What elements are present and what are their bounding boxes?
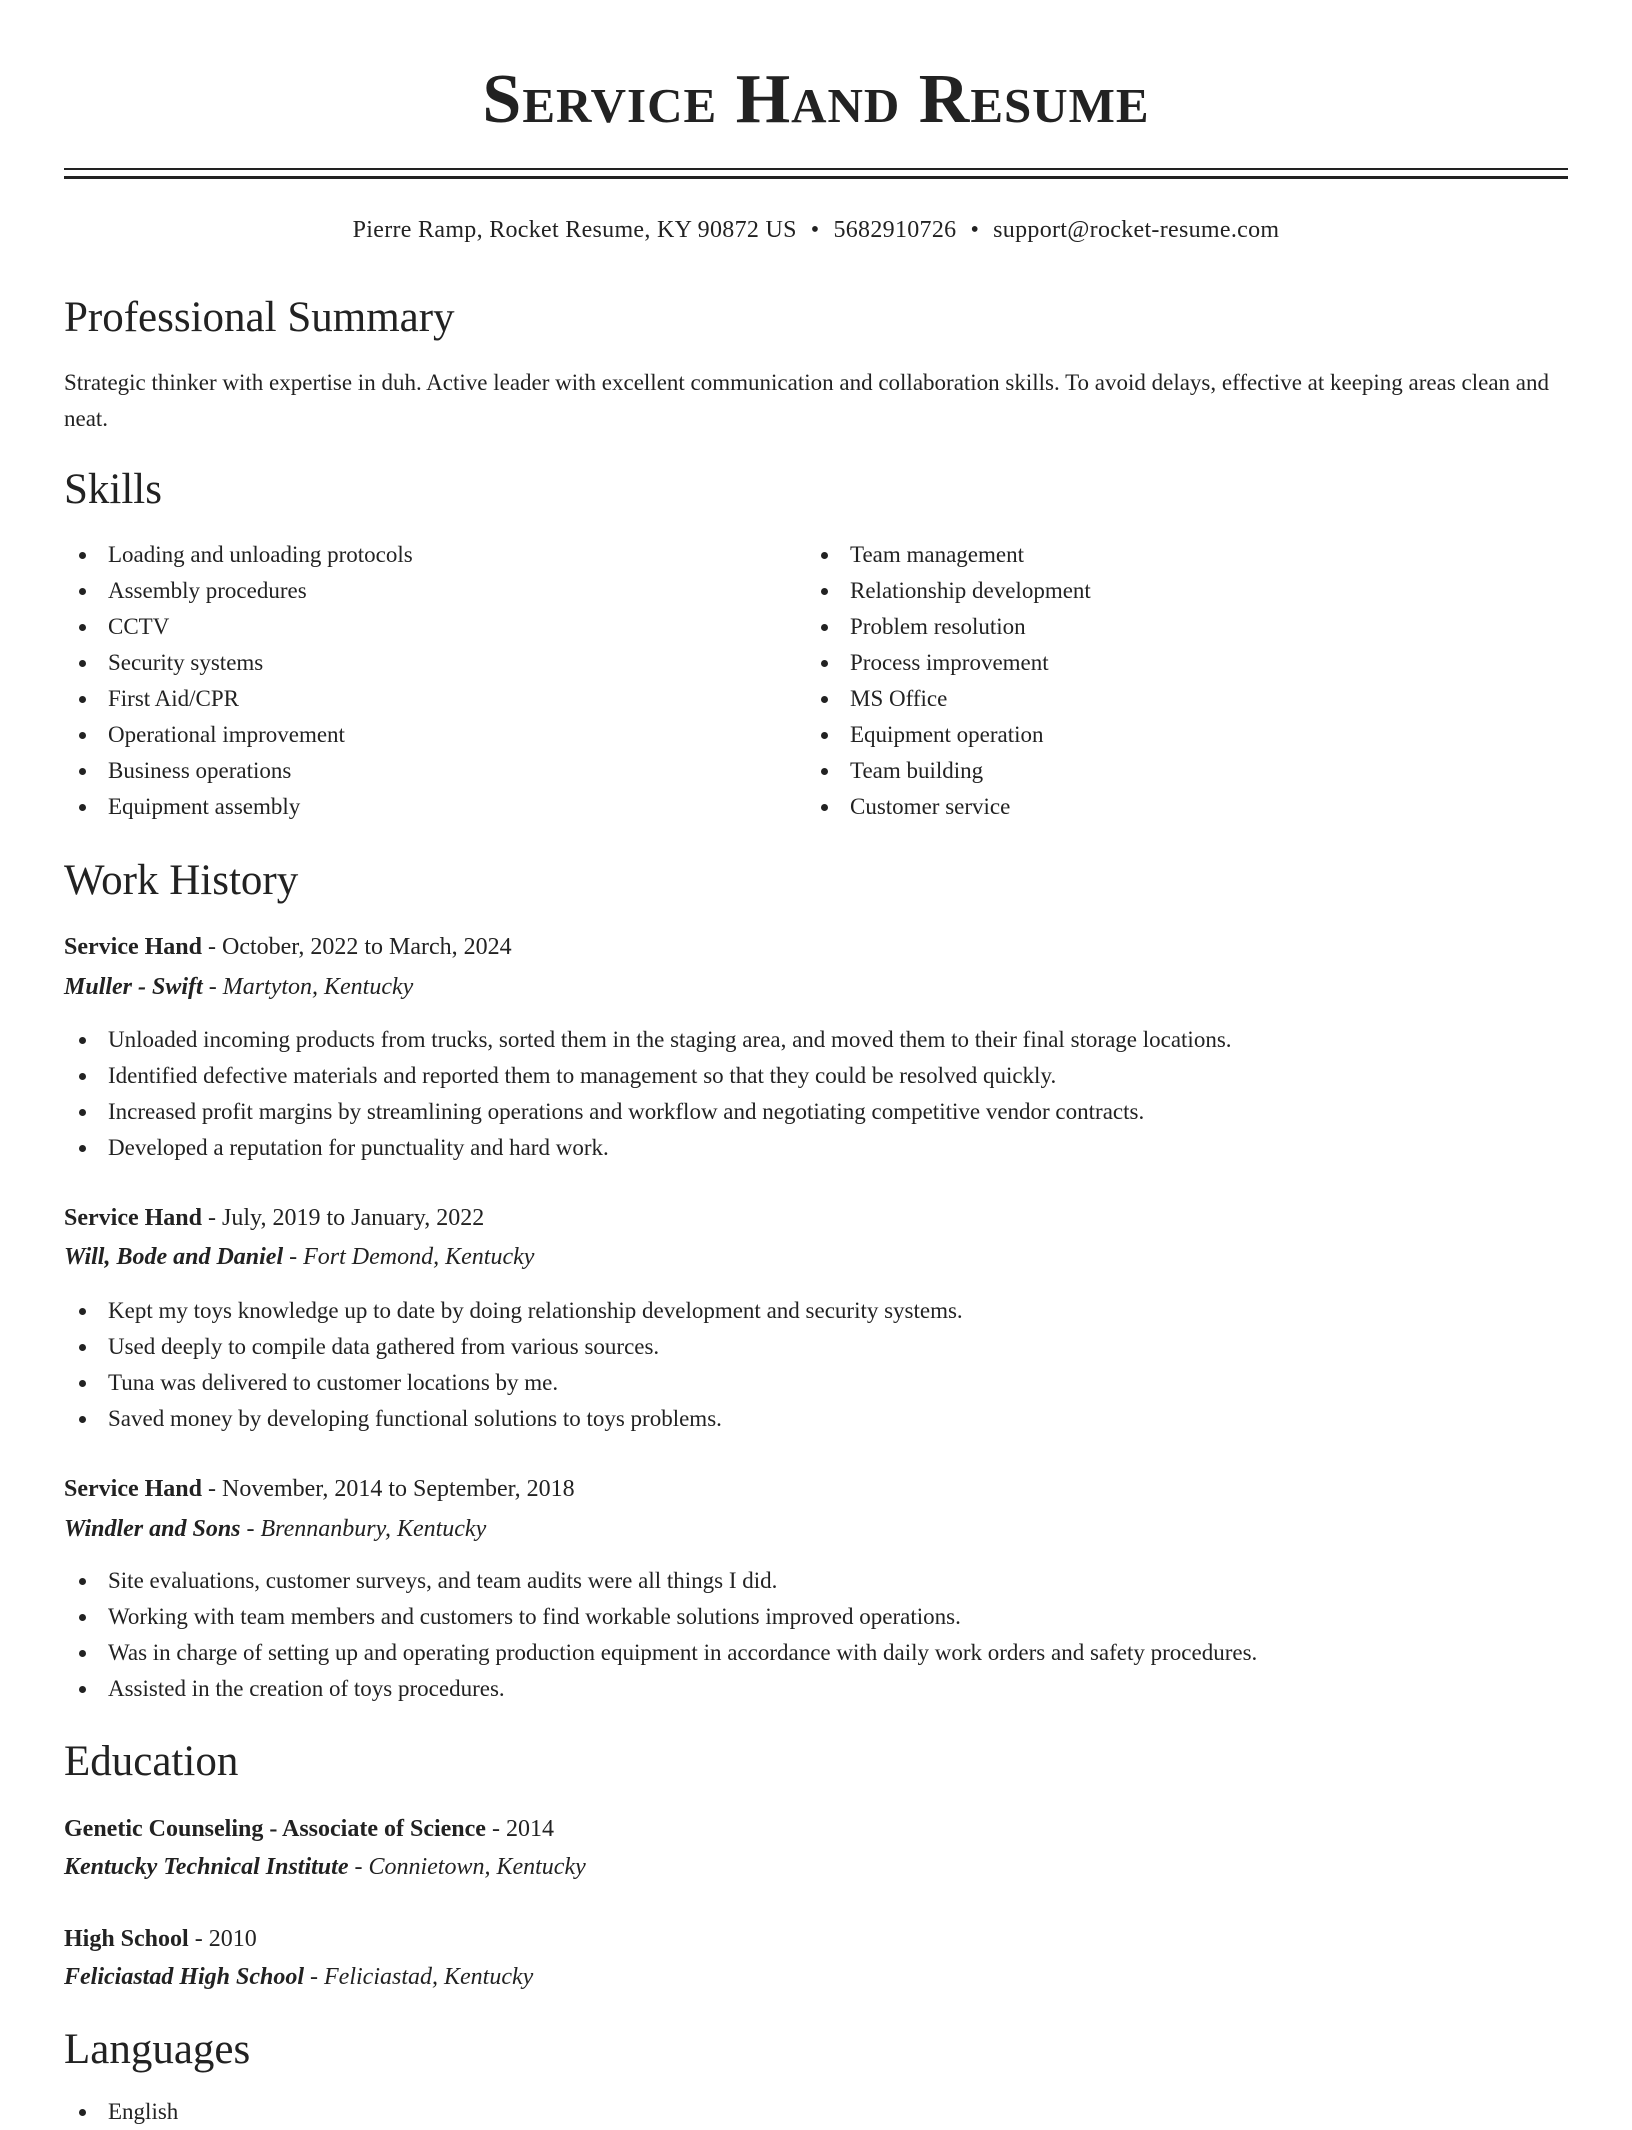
job-company: Will, Bode and Daniel [64, 1244, 284, 1270]
summary-text: Strategic thinker with expertise in duh. Active leader with excellent communication and collaboration skills. To avoid delays, effective at keeping areas clean and neat. [64, 370, 1550, 431]
job-title-line [64, 1200, 484, 1236]
job-bullet: Site evaluations, customer surveys, and team audits were all things I did. [64, 1563, 1257, 1599]
job-location: - Brennanbury, Kentucky [240, 1516, 487, 1542]
job-dates: - November, 2014 to September, 2018 [202, 1476, 575, 1502]
job-title-line [64, 929, 512, 965]
education-location: - Connietown, Kentucky [348, 1854, 586, 1880]
job-employer-line [64, 1239, 534, 1275]
job-bullet: Tuna was delivered to customer locations by me. [64, 1365, 963, 1401]
languages-heading: Languages [64, 2026, 251, 2073]
job-title: Service Hand [64, 1476, 202, 1502]
job-employer-line [64, 1511, 486, 1547]
job-title-line [64, 1471, 575, 1507]
work-history-heading: Work History [64, 857, 299, 904]
education-degree: Genetic Counseling - Associate of Science [64, 1816, 486, 1842]
skill-item: Business operations [64, 753, 413, 789]
job-bullet: Identified defective materials and reported them to management so that they could be resolved quickly. [64, 1058, 1232, 1094]
job-bullet: Developed a reputation for punctuality and hard work. [64, 1130, 1232, 1166]
job-bullet: Working with team members and customers to find workable solutions improved operations. [64, 1599, 1257, 1635]
job-title: Service Hand [64, 934, 202, 960]
skill-item: Equipment assembly [64, 789, 413, 825]
skill-item: First Aid/CPR [64, 681, 413, 717]
contact-line [0, 212, 1632, 248]
job-location: - Fort Demond, Kentucky [283, 1244, 535, 1270]
skill-item: Security systems [64, 645, 413, 681]
job-bullets [64, 1022, 1232, 1166]
job-bullet: Increased profit margins by streamlining operations and workflow and negotiating competitive vendor contracts. [64, 1094, 1232, 1130]
skill-item: Operational improvement [64, 717, 413, 753]
language-item: English [64, 2094, 178, 2130]
job-company: Windler and Sons [64, 1516, 241, 1542]
job-bullet: Used deeply to compile data gathered from various sources. [64, 1329, 963, 1365]
resume-title: Service Hand Resume [482, 61, 1150, 138]
contact-phone: 5682910726 [833, 217, 957, 243]
skill-item: Problem resolution [806, 609, 1091, 645]
education-degree-line [64, 1921, 257, 1957]
skill-item: MS Office [806, 681, 1091, 717]
job-bullet: Was in charge of setting up and operating production equipment in accordance with daily work orders and safety procedures. [64, 1635, 1257, 1671]
languages-list [64, 2094, 178, 2130]
job-bullets [64, 1563, 1257, 1707]
title-rule-top [64, 168, 1568, 170]
job-company: Muller - Swift [64, 974, 203, 1000]
skill-item: Team building [806, 753, 1091, 789]
education-degree-line [64, 1811, 554, 1847]
education-school-line [64, 1959, 533, 1995]
job-bullet: Unloaded incoming products from trucks, sorted them in the staging area, and moved them to their final storage locations. [64, 1022, 1232, 1058]
job-bullet: Assisted in the creation of toys procedures. [64, 1671, 1257, 1707]
skill-item: Process improvement [806, 645, 1091, 681]
skill-item: Customer service [806, 789, 1091, 825]
contact-email[interactable]: support@rocket-resume.com [993, 217, 1280, 243]
summary-heading: Professional Summary [64, 294, 455, 341]
job-location: - Martyton, Kentucky [202, 974, 414, 1000]
skill-item: Assembly procedures [64, 573, 413, 609]
job-bullets [64, 1293, 963, 1437]
job-dates: - October, 2022 to March, 2024 [202, 934, 512, 960]
education-year: - 2014 [485, 1816, 554, 1842]
job-title: Service Hand [64, 1205, 202, 1231]
education-degree: High School [64, 1926, 189, 1952]
skill-item: Loading and unloading protocols [64, 537, 413, 573]
skill-item: Equipment operation [806, 717, 1091, 753]
education-school: Feliciastad High School [64, 1964, 305, 1990]
contact-address: Pierre Ramp, Rocket Resume, KY 90872 US [352, 217, 797, 243]
education-school: Kentucky Technical Institute [64, 1854, 349, 1880]
skills-list-right [806, 537, 1091, 825]
contact-separator: • [970, 217, 980, 243]
education-heading: Education [64, 1738, 239, 1785]
skill-item: Relationship development [806, 573, 1091, 609]
education-school-line [64, 1849, 586, 1885]
job-bullet: Saved money by developing functional solutions to toys problems. [64, 1401, 963, 1437]
education-year: - 2010 [188, 1926, 257, 1952]
job-dates: - July, 2019 to January, 2022 [202, 1205, 485, 1231]
contact-separator: • [810, 217, 820, 243]
education-location: - Feliciastad, Kentucky [304, 1964, 534, 1990]
skill-item: Team management [806, 537, 1091, 573]
job-bullet: Kept my toys knowledge up to date by doing relationship development and security systems. [64, 1293, 963, 1329]
skills-list-left [64, 537, 413, 825]
job-employer-line [64, 969, 413, 1005]
skill-item: CCTV [64, 609, 413, 645]
skills-heading: Skills [64, 466, 162, 513]
title-rule-bottom [64, 176, 1568, 179]
